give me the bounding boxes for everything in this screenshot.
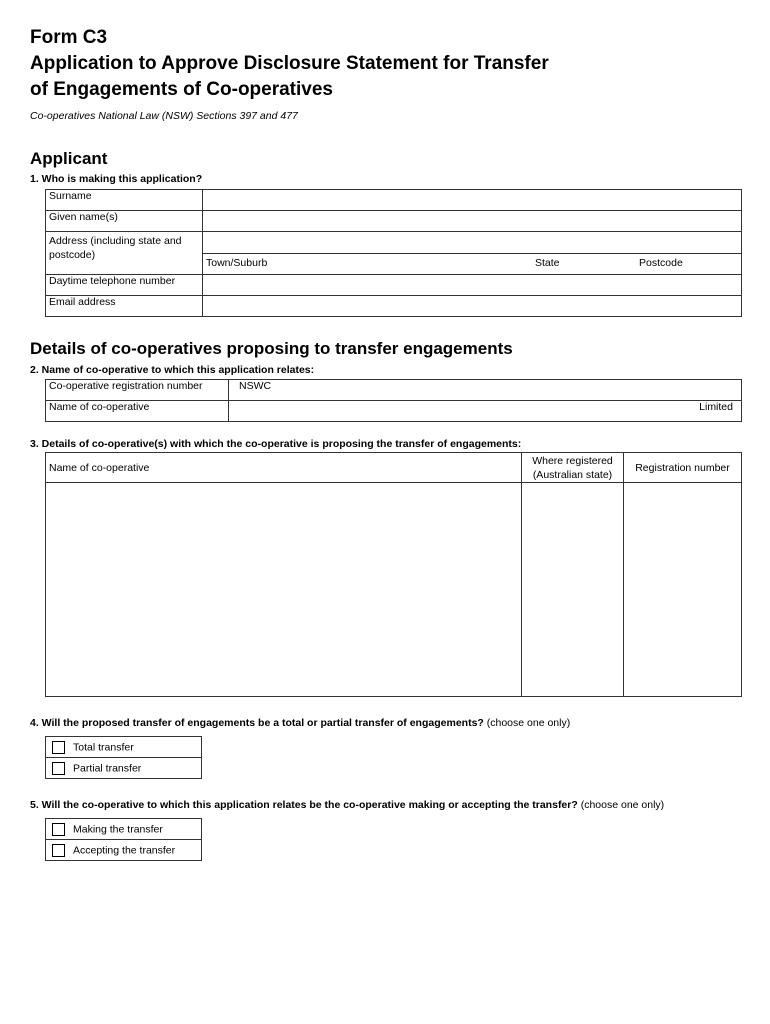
applicant-table <box>45 189 742 317</box>
transfer-type-options <box>45 736 202 779</box>
transfer-partners-table <box>45 452 742 697</box>
accepting-transfer-label: Accepting the transfer <box>73 843 176 856</box>
reg-number-field[interactable] <box>229 380 742 401</box>
given-names-label: Given name(s) <box>46 211 203 232</box>
postcode-label: Postcode <box>639 257 683 269</box>
col-coop-name: Name of co-operative <box>46 453 522 483</box>
option-accepting-transfer[interactable] <box>46 840 202 861</box>
form-code: Form C3 <box>30 27 108 48</box>
form-subtitle: Co-operatives National Law (NSW) Sections 397 and 477 <box>30 110 298 122</box>
applicant-heading: Applicant <box>30 149 108 168</box>
option-making-transfer[interactable] <box>46 819 202 840</box>
option-total-transfer[interactable] <box>46 737 202 758</box>
email-field[interactable] <box>203 296 742 317</box>
coop-name-label: Name of co-operative <box>46 401 229 422</box>
question-2: 2. Name of co-operative to which this application relates: <box>30 364 315 376</box>
making-transfer-label: Making the transfer <box>73 822 163 835</box>
col-where-line2: (Australian state) <box>532 469 613 481</box>
col-where-line1: Where registered <box>532 455 613 467</box>
coop-name-field[interactable] <box>229 401 742 422</box>
coop-name-suffix: Limited <box>699 401 733 413</box>
phone-field[interactable] <box>203 275 742 296</box>
state-label: State <box>535 257 560 269</box>
form-title-line1: Application to Approve Disclosure Statement for Transfer <box>30 53 549 74</box>
town-label: Town/Suburb <box>206 257 268 269</box>
reg-number-prefix: NSWC <box>239 380 272 392</box>
question-3: 3. Details of co-operative(s) with which the co-operative is proposing the transfer of engagements: <box>30 438 522 450</box>
making-transfer-checkbox[interactable] <box>52 823 65 836</box>
partial-transfer-label: Partial transfer <box>73 761 142 774</box>
total-transfer-checkbox[interactable] <box>52 741 65 754</box>
partner-state-field[interactable] <box>522 483 624 697</box>
col-registration-number: Registration number <box>624 453 742 483</box>
phone-label: Daytime telephone number <box>46 275 203 296</box>
partner-reg-field[interactable] <box>624 483 742 697</box>
surname-field[interactable] <box>203 190 742 211</box>
accepting-transfer-checkbox[interactable] <box>52 844 65 857</box>
question-4: 4. Will the proposed transfer of engagements be a total or partial transfer of engagements? <box>30 717 484 729</box>
total-transfer-label: Total transfer <box>73 740 134 753</box>
col-where-registered <box>522 453 624 483</box>
surname-label: Surname <box>46 190 203 211</box>
partial-transfer-checkbox[interactable] <box>52 762 65 775</box>
question-5: 5. Will the co-operative to which this application relates be the co-operative making or accepting the transfer? <box>30 799 578 811</box>
question-1: 1. Who is making this application? <box>30 173 203 185</box>
transfer-role-options <box>45 818 202 861</box>
partner-name-field[interactable] <box>46 483 522 697</box>
email-label: Email address <box>46 296 203 317</box>
form-title-line2: of Engagements of Co-operatives <box>30 79 333 100</box>
option-partial-transfer[interactable] <box>46 758 202 779</box>
address-field[interactable] <box>203 232 742 275</box>
given-names-field[interactable] <box>203 211 742 232</box>
question-5-hint: (choose one only) <box>580 799 665 811</box>
question-4-hint: (choose one only) <box>486 717 571 729</box>
cooperative-table <box>45 379 742 422</box>
reg-number-label: Co-operative registration number <box>46 380 229 401</box>
address-label: Address (including state and postcode) <box>46 232 203 275</box>
details-heading: Details of co-operatives proposing to transfer engagements <box>30 339 513 358</box>
